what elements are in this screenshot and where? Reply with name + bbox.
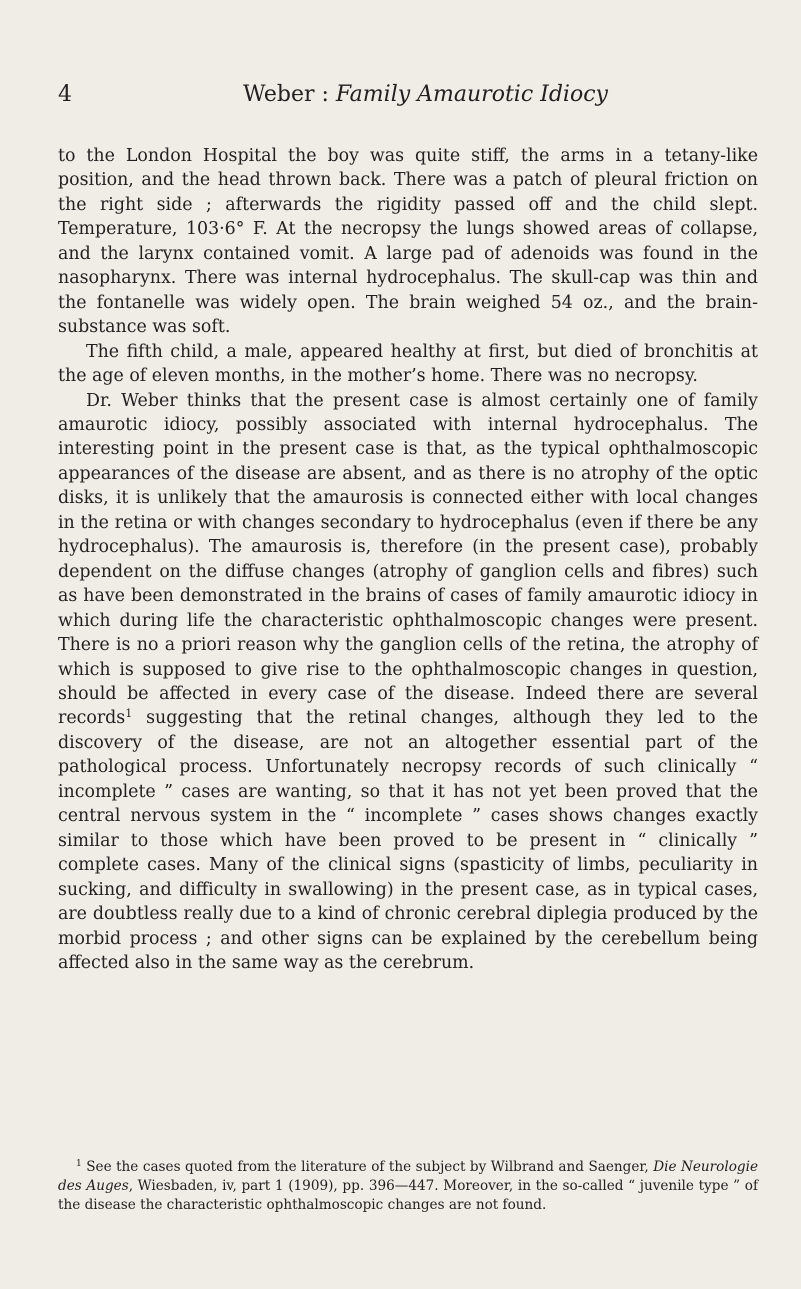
footnote-text-before: See the cases quoted from the literature of the subject by Wilbrand and Saenger, [81, 1159, 654, 1175]
running-head [58, 82, 753, 107]
paragraph-3-part-2: suggesting that the retinal changes, although they led to the discovery of the disease, are not an altogether essential part of the pathological process. Unfortunately necropsy records of such clinically “ incomplete ” cases are wanting, so that it has not yet been proved that the central nervous system in the “ incomplete ” cases shows changes exactly similar to those which have been proved to be present in “ clinically ” complete cases. Many of the clinical signs (spasticity of limbs, peculiarity in sucking, and difficulty in swallowing) in the present case, as in typical cases, are doubtless really due to a kind of chronic cerebral diplegia produced by the morbid process ; and other signs can be explained by the cerebellum being affected also in the same way as the cerebrum. [58, 708, 758, 973]
running-head-author: Weber : [243, 82, 329, 107]
body-text [58, 144, 758, 975]
page-header [58, 82, 753, 122]
footnote-text [58, 1158, 758, 1215]
footnote-journal-title: Die Neurologie des Auges [58, 1159, 758, 1194]
footnote [58, 1158, 758, 1215]
footnote-text-after: , Wiesbaden, iv, part 1 (1909), pp. 396—447. Moreover, in the so-called “ juvenile type ” of the disease the characteristic ophthalmoscopic changes are not found. [58, 1178, 758, 1213]
footnote-reference: 1 [125, 707, 133, 721]
page-number: 4 [58, 82, 72, 107]
paragraph-1: to the London Hospital the boy was quite stiff, the arms in a tetany-like position, and the head thrown back. There was a patch of pleural friction on the right side ; afterwards the rigidity passed off and the child slept. Temperature, 103·6° F. At the necropsy the lungs showed areas of collapse, and the larynx contained vomit. A large pad of adenoids was found in the nasopharynx. There was internal hydrocephalus. The skull-cap was thin and the fontanelle was widely open. The brain weighed 54 oz., and the brain-substance was soft. [58, 146, 758, 338]
paragraph-3-part-1: Dr. Weber thinks that the present case is almost certainly one of family amaurotic idiocy, possibly associated with internal hydrocephalus. The interesting point in the present case is that, as the typical ophthalmoscopic appearances of the disease are absent, and as there is no atrophy of the optic disks, it is unlikely that the amaurosis is connected either with local changes in the retina or with changes secondary to hydrocephalus (even if there be any hydrocephalus). The amaurosis is, therefore (in the present case), probably dependent on the diffuse changes (atrophy of ganglion cells and fibres) such as have been demonstrated in the brains of cases of family amaurotic idiocy in which during life the characteristic ophthalmoscopic changes were present. There is no a priori reason why the ganglion cells of the retina, the atrophy of which is supposed to give rise to the ophthalmoscopic changes in question, should be affected in every case of the disease. Indeed there are several records [58, 390, 758, 729]
footnote-marker: 1 [76, 1159, 82, 1169]
paragraph-3 [58, 389, 758, 976]
running-head-title: Family Amaurotic Idiocy [335, 82, 608, 107]
paragraph-2: The fifth child, a male, appeared healthy at first, but died of bronchitis at the age of eleven months, in the mother’s home. There was no necropsy. [58, 341, 758, 387]
